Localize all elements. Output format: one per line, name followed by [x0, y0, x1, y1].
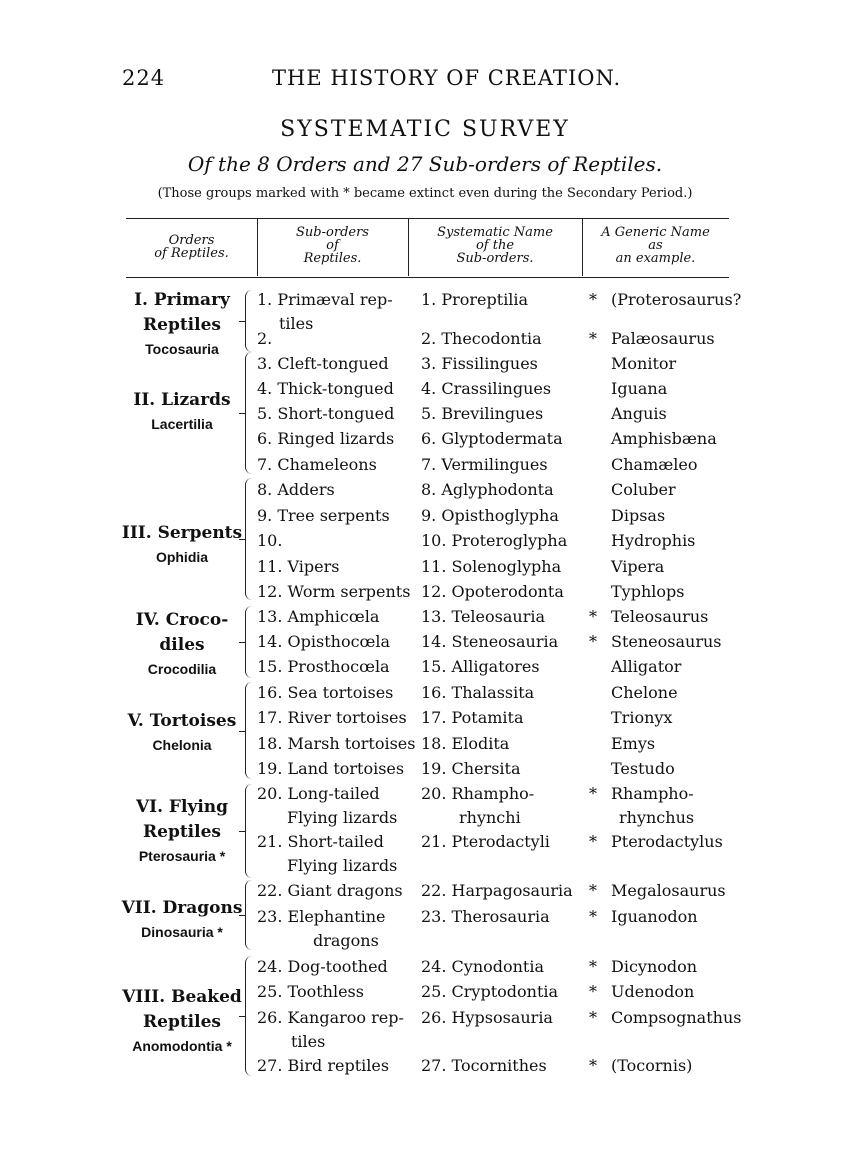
survey-note: (Those groups marked with * became extinct even during the Secondary Period.) — [157, 186, 693, 201]
suborder-cell: 24. Dog-toothed — [257, 957, 388, 976]
order-name: V. Tortoises — [127, 711, 237, 731]
table-top-rule — [126, 218, 729, 219]
systematic-cell — [421, 782, 534, 830]
generic-cell — [589, 1054, 692, 1078]
suborder-cell: 27. Bird reptiles — [257, 1056, 390, 1075]
suborder-cell: 18. Marsh tortoises — [257, 734, 416, 753]
systematic-cell: 6. Glyptodermata — [421, 429, 563, 448]
suborder-cell: 22. Giant dragons — [257, 881, 403, 900]
generic-text: Iguanodon — [611, 907, 698, 926]
systematic-cell: 24. Cynodontia — [421, 957, 545, 976]
generic-text: (Tocornis) — [611, 1056, 693, 1075]
order-latin-name: Chelonia — [152, 737, 212, 753]
order-group — [112, 985, 252, 1057]
systematic-cell: 7. Vermilingues — [421, 455, 548, 474]
group-brace — [245, 956, 252, 1076]
header-text: Orders — [168, 233, 215, 248]
suborder-cell: 9. Tree serpents — [257, 506, 390, 525]
order-group — [112, 288, 252, 360]
systematic-cell: 4. Crassilingues — [421, 379, 552, 398]
systematic-cell: 5. Brevilingues — [421, 404, 544, 423]
suborder-cell: 4. Thick-tongued — [257, 379, 394, 398]
generic-cell — [589, 757, 675, 781]
generic-cell — [589, 879, 726, 903]
suborder-cell: 11. Vipers — [257, 557, 340, 576]
suborder-cell: 8. Adders — [257, 480, 335, 499]
systematic-cell: 19. Chersita — [421, 759, 521, 778]
order-latin-name: Lacertilia — [151, 416, 213, 432]
generic-cell — [589, 580, 684, 604]
generic-text: Chamæleo — [611, 455, 698, 474]
suborder-cell: 5. Short-tongued — [257, 404, 395, 423]
suborder-text-cont: tiles — [279, 314, 314, 333]
order-latin-name: Pterosauria * — [138, 848, 226, 864]
order-name: VIII. Beaked — [122, 987, 242, 1007]
generic-text: Megalosaurus — [611, 881, 726, 900]
suborder-cell: 7. Chameleons — [257, 455, 377, 474]
generic-text: Trionyx — [611, 708, 673, 727]
order-group — [112, 709, 252, 756]
suborder-cell: 10. — [257, 531, 283, 550]
suborder-cell — [257, 830, 397, 878]
extinct-marker: * — [589, 607, 597, 626]
suborder-text: 26. Kangaroo rep- — [257, 1008, 404, 1027]
generic-cell — [589, 655, 681, 679]
generic-cell — [589, 352, 676, 376]
header-text: of the — [475, 238, 515, 253]
suborder-cell: 15. Prosthocœla — [257, 657, 390, 676]
systematic-text: 20. Rhampho- — [421, 784, 535, 803]
extinct-marker: * — [589, 982, 597, 1001]
systematic-cell: 12. Opoterodonta — [421, 582, 564, 601]
running-title: THE HISTORY OF CREATION. — [272, 66, 622, 90]
table-header-rule — [126, 277, 729, 278]
suborder-text: 1. Primæval rep- — [257, 290, 393, 309]
order-latin-name: Crocodilia — [147, 661, 217, 677]
suborder-cell: 12. Worm serpents — [257, 582, 411, 601]
order-name: Reptiles — [143, 315, 221, 335]
generic-cell — [589, 453, 698, 477]
generic-cell — [589, 529, 695, 553]
generic-cell — [589, 605, 708, 629]
extinct-marker: * — [589, 632, 597, 651]
survey-title: SYSTEMATIC SURVEY — [280, 117, 570, 142]
header-text: Sub-orders. — [456, 251, 534, 266]
systematic-cell: 21. Pterodactyli — [421, 832, 550, 851]
suborder-cell: 3. Cleft-tongued — [257, 354, 389, 373]
generic-text: Dicynodon — [611, 957, 698, 976]
generic-text: Typhlops — [611, 582, 685, 601]
generic-cell — [589, 288, 741, 312]
page-number: 224 — [122, 66, 166, 90]
group-brace — [245, 478, 252, 600]
suborder-text-cont: dragons — [313, 931, 379, 950]
extinct-marker: * — [589, 784, 597, 803]
generic-text: Rhampho- — [611, 784, 694, 803]
generic-text: Emys — [611, 734, 656, 753]
systematic-text-cont: rhynchi — [459, 808, 521, 827]
generic-cell — [589, 630, 721, 654]
systematic-cell: 17. Potamita — [421, 708, 524, 727]
survey-subtitle: Of the 8 Orders and 27 Sub-orders of Reptiles. — [187, 152, 663, 176]
order-group — [112, 608, 252, 680]
generic-cell — [589, 402, 667, 426]
group-brace — [245, 606, 252, 678]
suborder-cell — [257, 1006, 404, 1054]
systematic-cell: 27. Tocornithes — [421, 1056, 547, 1075]
suborder-text: 23. Elephantine — [257, 907, 386, 926]
suborder-cell: 17. River tortoises — [257, 708, 407, 727]
generic-cell — [589, 555, 664, 579]
generic-cell — [589, 1006, 741, 1030]
systematic-cell: 8. Aglyphodonta — [421, 480, 554, 499]
header-text: Reptiles. — [303, 251, 362, 266]
order-name: II. Lizards — [133, 390, 231, 410]
suborder-cell — [257, 288, 393, 336]
extinct-marker: * — [589, 957, 597, 976]
generic-text: Compsognathus — [611, 1008, 742, 1027]
header-generic-name — [582, 226, 729, 265]
generic-text: Alligator — [611, 657, 682, 676]
suborder-cell: 13. Amphicœla — [257, 607, 380, 626]
generic-text: Monitor — [611, 354, 677, 373]
order-group — [112, 521, 252, 568]
suborder-cell: 19. Land tortoises — [257, 759, 405, 778]
systematic-cell: 14. Steneosauria — [421, 632, 559, 651]
suborder-text-cont: Flying lizards — [287, 856, 398, 875]
generic-cell — [589, 980, 694, 1004]
systematic-cell: 22. Harpagosauria — [421, 881, 573, 900]
generic-cell — [589, 830, 723, 854]
systematic-cell: 25. Cryptodontia — [421, 982, 559, 1001]
order-latin-name: Ophidia — [155, 549, 209, 565]
systematic-cell: 15. Alligatores — [421, 657, 540, 676]
generic-cell — [589, 782, 694, 830]
order-name: IV. Croco- — [135, 610, 229, 630]
generic-cell — [589, 478, 676, 502]
suborder-cell: 16. Sea tortoises — [257, 683, 394, 702]
suborder-cell: 2. — [257, 329, 273, 348]
header-text: as — [648, 238, 663, 253]
header-text: an example. — [615, 251, 696, 266]
generic-cell — [589, 681, 678, 705]
suborder-text: 20. Long-tailed — [257, 784, 380, 803]
order-name: VII. Dragons — [121, 898, 243, 918]
header-suborders — [257, 226, 408, 265]
header-text: of Reptiles. — [154, 246, 229, 261]
generic-text: Iguana — [611, 379, 668, 398]
order-latin-name: Dinosauria * — [141, 924, 223, 940]
generic-text-cont: rhynchus — [619, 808, 695, 827]
extinct-marker: * — [589, 1008, 597, 1027]
systematic-cell: 16. Thalassita — [421, 683, 535, 702]
order-name: VI. Flying — [135, 797, 229, 817]
systematic-cell: 3. Fissilingues — [421, 354, 538, 373]
generic-cell — [589, 905, 698, 929]
order-latin-name: Tocosauria — [145, 341, 219, 357]
extinct-marker: * — [589, 290, 597, 309]
generic-text: Dipsas — [611, 506, 666, 525]
systematic-cell: 9. Opisthoglypha — [421, 506, 559, 525]
generic-text: (Proterosaurus? — [611, 290, 742, 309]
generic-cell — [589, 955, 697, 979]
extinct-marker: * — [589, 1056, 597, 1075]
order-name: Reptiles — [143, 822, 221, 842]
order-group — [112, 896, 252, 943]
systematic-cell: 2. Thecodontia — [421, 329, 542, 348]
generic-text: Palæosaurus — [611, 329, 715, 348]
systematic-cell: 10. Proteroglypha — [421, 531, 568, 550]
generic-cell — [589, 504, 665, 528]
group-brace — [245, 880, 252, 950]
generic-text: Udenodon — [611, 982, 695, 1001]
systematic-cell: 13. Teleosauria — [421, 607, 546, 626]
systematic-cell: 26. Hypsosauria — [421, 1008, 553, 1027]
suborder-cell — [257, 782, 397, 830]
suborder-cell: 25. Toothless — [257, 982, 364, 1001]
generic-cell — [589, 427, 717, 451]
generic-cell — [589, 706, 672, 730]
order-name: I. Primary — [134, 290, 230, 310]
systematic-cell: 11. Solenoglypha — [421, 557, 562, 576]
suborder-text: 21. Short-tailed — [257, 832, 384, 851]
header-systematic-name — [408, 226, 582, 265]
header-orders — [126, 234, 257, 260]
generic-text: Pterodactylus — [611, 832, 723, 851]
generic-text: Testudo — [611, 759, 675, 778]
suborder-cell — [257, 905, 386, 953]
generic-text: Coluber — [611, 480, 676, 499]
suborder-text-cont: Flying lizards — [287, 808, 398, 827]
extinct-marker: * — [589, 907, 597, 926]
generic-text: Chelone — [611, 683, 678, 702]
order-group — [112, 388, 252, 435]
header-text: of — [326, 238, 339, 253]
order-latin-name: Anomodontia * — [132, 1038, 232, 1054]
suborder-cell: 6. Ringed lizards — [257, 429, 395, 448]
generic-text: Teleosaurus — [611, 607, 709, 626]
group-brace — [245, 784, 252, 878]
extinct-marker: * — [589, 832, 597, 851]
extinct-marker: * — [589, 881, 597, 900]
suborder-cell: 14. Opisthocœla — [257, 632, 391, 651]
order-name: diles — [159, 635, 205, 655]
generic-text: Hydrophis — [611, 531, 696, 550]
generic-text: Vipera — [611, 557, 665, 576]
generic-cell — [589, 327, 715, 351]
header-text: A Generic Name — [601, 225, 710, 240]
group-brace — [245, 682, 252, 779]
generic-text: Amphisbæna — [611, 429, 717, 448]
group-brace — [245, 290, 252, 352]
header-text: Sub-orders — [296, 225, 369, 240]
generic-text: Steneosaurus — [611, 632, 722, 651]
suborder-text-cont: tiles — [291, 1032, 326, 1051]
systematic-cell: 23. Therosauria — [421, 907, 550, 926]
generic-text: Anguis — [611, 404, 667, 423]
order-name: III. Serpents — [121, 523, 243, 543]
generic-cell — [589, 377, 667, 401]
header-text: Systematic Name — [437, 225, 553, 240]
extinct-marker: * — [589, 329, 597, 348]
order-group — [112, 795, 252, 867]
systematic-cell: 18. Elodita — [421, 734, 510, 753]
systematic-cell: 1. Proreptilia — [421, 290, 529, 309]
order-name: Reptiles — [143, 1012, 221, 1032]
generic-cell — [589, 732, 655, 756]
group-brace — [245, 352, 252, 474]
